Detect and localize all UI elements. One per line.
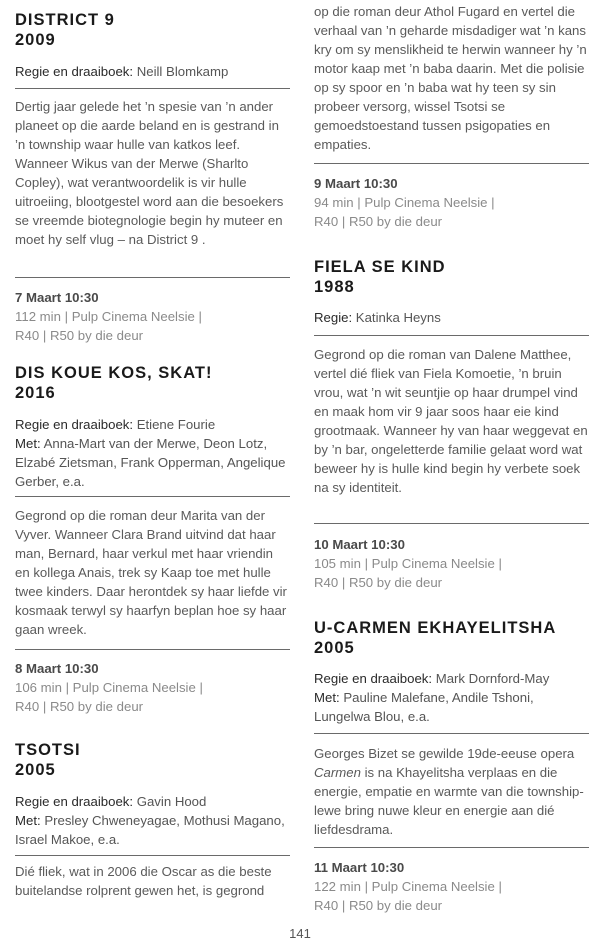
- credit-label: Regie en draaiboek:: [15, 794, 134, 809]
- film-title: U-CARMEN EKHAYELITSHA: [314, 619, 557, 637]
- film-year: 2009: [15, 31, 56, 49]
- film-entry-fiela-se-kind: [314, 257, 589, 297]
- film-year: 1988: [314, 278, 355, 296]
- film-synopsis: Georges Bizet se gewilde 19de-eeuse opera Carmen is na Khayelitsha verplaas en die energie, empatie en warmte van die township-lewe bring nuwe kleur en energie aan dié liefdesdrama.: [314, 746, 584, 837]
- screening-price: R40 | R50 by die deur: [314, 214, 443, 229]
- film-credits: [314, 669, 589, 726]
- film-year: 2016: [15, 384, 56, 402]
- film-synopsis: Dié fliek, wat in 2006 die Oscar as die beste buitelandse rolprent gewen het, is gegrond: [15, 864, 272, 898]
- film-credits: [314, 308, 589, 327]
- credit-value: Mark Dornford-May: [432, 671, 550, 686]
- screening-date: 11 Maart 10:30: [314, 860, 405, 875]
- credit-value: Etiene Fourie: [133, 417, 216, 432]
- film-entry-district-9: [15, 10, 290, 50]
- film-entry-dis-koue-kos-skat: [15, 363, 290, 403]
- italic-title: Carmen: [314, 765, 361, 780]
- film-credits: [15, 62, 290, 81]
- screening-date: 8 Maart 10:30: [15, 661, 99, 676]
- film-title: DIS KOUE KOS, SKAT!: [15, 364, 213, 382]
- film-synopsis: Gegrond op die roman deur Marita van der Vyver. Wanneer Clara Brand uitvind dat haar man, Bernard, haar verkul met haar vriendin en kollega Anais, trek sy Kaap toe met hulle twee kinders. Daar herontdek sy haar liefde vir kosmaak terwyl sy haarfyn beplan hoe sy haar gaan wreek.: [15, 508, 287, 637]
- screening-price: R40 | R50 by die deur: [15, 699, 144, 714]
- film-title: FIELA SE KIND: [314, 258, 446, 276]
- credit-value: Katinka Heyns: [352, 310, 441, 325]
- film-synopsis: Gegrond op die roman van Dalene Matthee, vertel dié fliek van Fiela Komoetie, ’n bruin vrou, wat ’n wit seuntjie op haar drumpel vind en maak hom vir 9 jaar soos haar eie kind grootmaak. Wanneer hy van haar weggevat en by ’n bar, ongeletterde familie gelaat word wat beweer hy is hulle kind begin hy verbete soek na sy identiteit.: [314, 347, 588, 495]
- screening-date: 10 Maart 10:30: [314, 537, 405, 552]
- film-year: 2005: [314, 639, 355, 657]
- divider: [15, 277, 290, 278]
- credit-value: Pauline Malefane, Andile Tshoni, Lungelwa Blou, e.a.: [314, 690, 534, 724]
- divider: [314, 733, 589, 734]
- screening-info: 105 min | Pulp Cinema Neelsie |: [314, 556, 502, 571]
- divider: [314, 847, 589, 848]
- screening-info: 122 min | Pulp Cinema Neelsie |: [314, 879, 502, 894]
- credit-label: Regie:: [314, 310, 353, 325]
- page-number: 141: [289, 926, 311, 941]
- film-credits: [15, 792, 290, 849]
- screening-date: 7 Maart 10:30: [15, 290, 99, 305]
- screening-price: R40 | R50 by die deur: [314, 575, 443, 590]
- film-synopsis: Dertig jaar gelede het ’n spesie van ’n ander planeet op die aarde beland en is gestrand in ’n township waar hulle van katkos leef. Wanneer Wikus van der Merwe (Sharlto Copley), wat verantwoordelik is vir hulle uitroeiing, blootgestel word aan die besoekers se vreemde biotegnologie begin hy muteer en moet hy self vlug – na District 9 .: [15, 99, 284, 247]
- film-credits: [15, 415, 290, 491]
- film-title: DISTRICT 9: [15, 11, 115, 29]
- screening-price: R40 | R50 by die deur: [314, 898, 443, 913]
- divider: [314, 523, 589, 524]
- screening-info: 106 min | Pulp Cinema Neelsie |: [15, 680, 203, 695]
- credit-value: Gavin Hood: [133, 794, 207, 809]
- divider: [15, 649, 290, 650]
- film-synopsis-continued: op die roman deur Athol Fugard en vertel die verhaal van ’n geharde misdadiger wat ’n kans kry om sy menslikheid te herwin wanneer hy ’n motor kaap met ’n baba daarin. Met die polisie op sy spoor en ’n baba wat hy teen sy sin probeer versorg, wissel Tsotsi se gemoedstoestand tussen psigopaties en empaties.: [314, 4, 587, 152]
- screening-price: R40 | R50 by die deur: [15, 328, 144, 343]
- divider: [15, 496, 290, 497]
- credit-label: Met:: [15, 436, 41, 451]
- credit-label: Regie en draaiboek:: [15, 64, 134, 79]
- credit-value: Anna-Mart van der Merwe, Deon Lotz, Elzabé Zietsman, Frank Opperman, Angelique Gerber, e.a.: [15, 436, 286, 489]
- divider: [15, 855, 290, 856]
- credit-label: Met:: [15, 813, 41, 828]
- film-year: 2005: [15, 761, 56, 779]
- screening-info: 112 min | Pulp Cinema Neelsie |: [15, 309, 202, 324]
- divider: [15, 88, 290, 89]
- film-entry-u-carmen-ekhayelitsha: [314, 618, 589, 658]
- credit-value: Neill Blomkamp: [133, 64, 229, 79]
- film-entry-tsotsi: [15, 740, 290, 780]
- film-title: TSOTSI: [15, 741, 81, 759]
- credit-label: Met:: [314, 690, 340, 705]
- divider: [314, 163, 589, 164]
- credit-label: Regie en draaiboek:: [15, 417, 134, 432]
- screening-date: 9 Maart 10:30: [314, 176, 398, 191]
- screening-info: 94 min | Pulp Cinema Neelsie |: [314, 195, 495, 210]
- credit-value: Presley Chweneyagae, Mothusi Magano, Israel Makoe, e.a.: [15, 813, 285, 847]
- divider: [314, 335, 589, 336]
- credit-label: Regie en draaiboek:: [314, 671, 433, 686]
